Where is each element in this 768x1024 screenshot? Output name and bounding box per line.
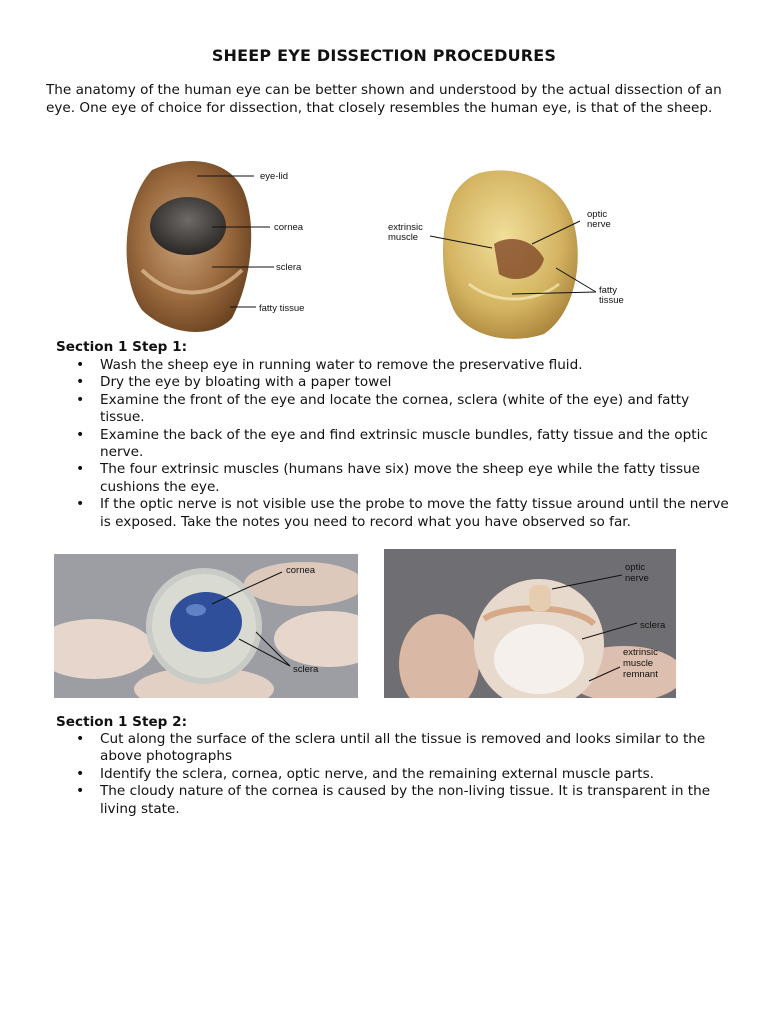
step2-item: • The cloudy nature of the cornea is caused by the non-living tissue. It is transparent in the living state. bbox=[56, 783, 736, 818]
page-title: SHEEP EYE DISSECTION PROCEDURES bbox=[211, 46, 557, 65]
step2-heading: Section 1 Step 2: bbox=[56, 714, 188, 730]
label-sclera: sclera bbox=[276, 262, 302, 273]
label-optic-2: optic bbox=[625, 562, 646, 573]
label-eye-lid: eye-lid bbox=[260, 171, 288, 182]
back-eye-figure bbox=[384, 164, 646, 342]
label-sclera-3: sclera bbox=[640, 620, 666, 631]
label-extrinsic-2: extrinsic bbox=[623, 647, 658, 658]
label-cornea: cornea bbox=[274, 222, 304, 233]
label-nerve-2: nerve bbox=[625, 573, 649, 584]
step2-item: • Identify the sclera, cornea, optic nerve, and the remaining external muscle parts. bbox=[56, 766, 736, 783]
cleaned-back-optic-nerve bbox=[529, 585, 551, 611]
step1-item: • Wash the sheep eye in running water to remove the preservative fluid. bbox=[56, 357, 736, 374]
step2-list bbox=[56, 731, 736, 818]
front-eye-cornea bbox=[150, 197, 226, 255]
label-nerve: nerve bbox=[587, 219, 611, 230]
step1-item: • Examine the front of the eye and locate the cornea, sclera (white of the eye) and fatty tissue. bbox=[56, 392, 736, 427]
label-remnant: remnant bbox=[623, 669, 658, 680]
label-muscle: muscle bbox=[388, 232, 419, 243]
step1-list bbox=[56, 357, 736, 531]
label-extrinsic: extrinsic bbox=[388, 222, 423, 233]
cleaned-back-figure bbox=[384, 549, 676, 698]
cleaned-front-cornea bbox=[170, 592, 242, 652]
intro-paragraph: The anatomy of the human eye can be better shown and understood by the actual dissection of an eye. One eye of choice for dissection, that closely resembles the human eye, is that of the sheep. bbox=[46, 82, 722, 116]
label-tissue: tissue bbox=[599, 295, 624, 306]
step1-item: • Dry the eye by bloating with a paper towel bbox=[56, 374, 736, 391]
cleaned-front-figure bbox=[54, 554, 358, 698]
label-fatty: fatty bbox=[599, 285, 617, 296]
step2-item: • Cut along the surface of the sclera until all the tissue is removed and looks similar to the above photographs bbox=[56, 731, 736, 766]
step1-item: • The four extrinsic muscles (humans have six) move the sheep eye while the fatty tissue cushions the eye. bbox=[56, 461, 736, 496]
label-fatty-tissue: fatty tissue bbox=[259, 303, 305, 314]
front-eye-figure bbox=[112, 150, 326, 340]
step1-item: • Examine the back of the eye and find extrinsic muscle bundles, fatty tissue and the optic nerve. bbox=[56, 427, 736, 462]
step1-heading: Section 1 Step 1: bbox=[56, 339, 188, 355]
label-sclera-2: sclera bbox=[293, 664, 319, 675]
label-cornea-2: cornea bbox=[286, 565, 316, 576]
step1-item: • If the optic nerve is not visible use the probe to move the fatty tissue around until the nerve is exposed. Take the notes you need to record what you have observed so far. bbox=[56, 496, 736, 531]
label-optic: optic bbox=[587, 209, 608, 220]
label-muscle-2: muscle bbox=[623, 658, 654, 669]
